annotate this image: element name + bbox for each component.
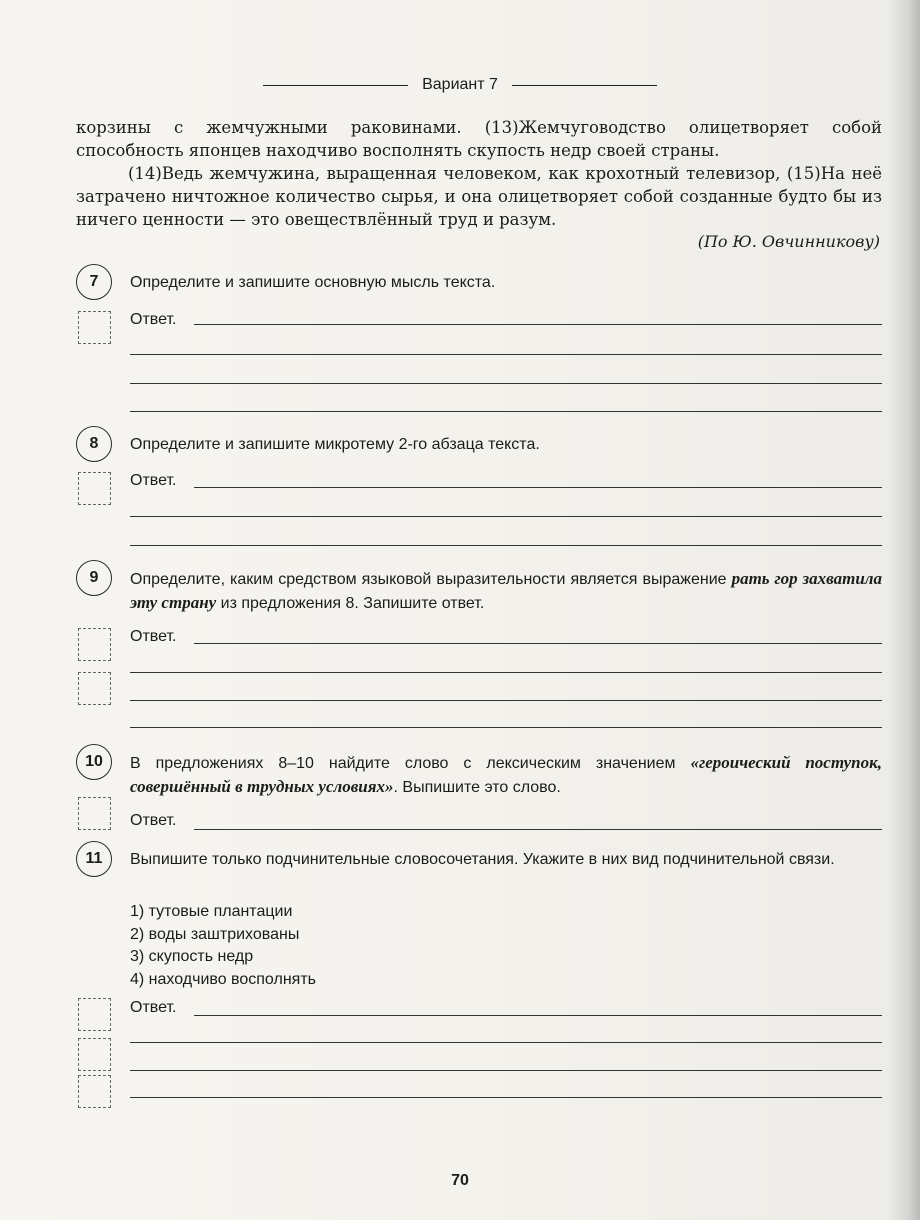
- answer-box-7[interactable]: [78, 311, 111, 344]
- answer-box-10[interactable]: [78, 797, 111, 830]
- header-rule-right: [512, 85, 657, 86]
- question-text-8: Определите и запишите микротему 2-го абзаца текста.: [130, 436, 540, 453]
- answer-line[interactable]: [130, 1070, 882, 1071]
- answer-line[interactable]: [130, 383, 882, 384]
- reading-text: [76, 116, 882, 231]
- page-number: 70: [451, 1172, 469, 1189]
- answer-line[interactable]: [130, 672, 882, 673]
- variant-title: Вариант 7: [422, 76, 498, 93]
- answer-label-8: Ответ.: [130, 472, 177, 489]
- option-item: 3) скупость недр: [130, 948, 254, 965]
- answer-line[interactable]: [130, 700, 882, 701]
- question-text-9-quote: рать гор захватила эту страну: [130, 569, 882, 612]
- page-header: [0, 76, 920, 94]
- answer-line[interactable]: [130, 1097, 882, 1098]
- answer-box-8[interactable]: [78, 472, 111, 505]
- text-paragraph-1: корзины с жемчужными раковинами. (13)Жемчуговодство олицетворяет собой способность японцев находчиво восполнять скупость недр своей страны.: [76, 118, 882, 160]
- answer-line[interactable]: [130, 1042, 882, 1043]
- question-text-10: [130, 751, 882, 799]
- question-number-11: 11: [76, 841, 112, 877]
- question-number-7: 7: [76, 264, 112, 300]
- answer-box-9a[interactable]: [78, 628, 111, 661]
- text-source: (По Ю. Овчинникову): [697, 232, 880, 251]
- question-text-10-quote: «героический поступок, совершённый в трудных условиях»: [130, 753, 882, 796]
- answer-label-9: Ответ.: [130, 628, 177, 645]
- question-text-10-part1: В предложениях 8–10 найдите слово с лексическим значением: [130, 755, 691, 772]
- book-spine-shadow: [888, 0, 920, 1220]
- options-list: [130, 901, 316, 991]
- answer-line[interactable]: [130, 411, 882, 412]
- answer-line[interactable]: [194, 324, 882, 325]
- answer-line[interactable]: [194, 1015, 882, 1016]
- answer-line[interactable]: [194, 829, 882, 830]
- answer-line[interactable]: [130, 354, 882, 355]
- answer-line[interactable]: [130, 545, 882, 546]
- question-text-10-part2: . Выпишите это слово.: [393, 779, 561, 796]
- question-text-9-part2: из предложения 8. Запишите ответ.: [216, 595, 485, 612]
- option-item: 1) тутовые плантации: [130, 903, 293, 920]
- answer-line[interactable]: [130, 516, 882, 517]
- answer-box-9b[interactable]: [78, 672, 111, 705]
- question-text-9: [130, 567, 882, 615]
- answer-line[interactable]: [194, 643, 882, 644]
- question-number-9: 9: [76, 560, 112, 596]
- answer-line[interactable]: [130, 727, 882, 728]
- question-text-7: Определите и запишите основную мысль текста.: [130, 274, 496, 291]
- answer-box-11c[interactable]: [78, 1075, 111, 1108]
- question-text-11: Выпишите только подчинительные словосочетания. Укажите в них вид подчинительной связи.: [130, 851, 835, 868]
- answer-line[interactable]: [194, 487, 882, 488]
- header-rule-left: [263, 85, 408, 86]
- answer-label-10: Ответ.: [130, 812, 177, 829]
- answer-label-7: Ответ.: [130, 311, 177, 328]
- option-item: 2) воды заштрихованы: [130, 925, 300, 943]
- question-text-9-part1: Определите, каким средством языковой выразительности является выражение: [130, 571, 732, 588]
- option-item: 4) находчиво восполнять: [130, 970, 316, 988]
- answer-box-11b[interactable]: [78, 1038, 111, 1071]
- question-number-10: 10: [76, 744, 112, 780]
- answer-label-11: Ответ.: [130, 999, 177, 1016]
- question-number-8: 8: [76, 426, 112, 462]
- text-paragraph-2: (14)Ведь жемчужина, выращенная человеком, как крохотный телевизор, (15)На неё затрачено ничтожное количество сырья, и она олицетворяет собой созданные будто бы из ничего ценности — это овеществлённый труд и разум.: [76, 164, 882, 229]
- answer-box-11a[interactable]: [78, 998, 111, 1031]
